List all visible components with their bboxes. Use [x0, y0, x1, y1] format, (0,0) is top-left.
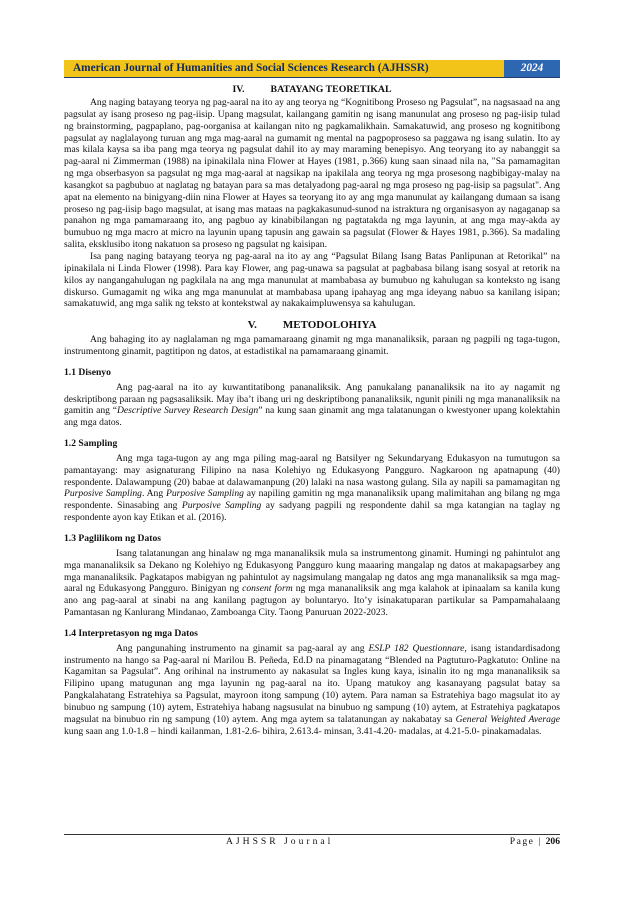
- paragraph: Ang pangunahing instrumento na ginamit sa pag-aaral ay ang ESLP 182 Questionnare, isang istandardisadong instrumento na hango sa Pag-aaral ni Marilou B. Peñeda, Ed.D na pinamagatang “Blended na Pagtuturo-Pagkatuto: Online na Kagamitan sa Pagsulat”. Ang orihinal na instrumento ay nakasulat sa Ingles kung kaya, isinalin ito ng mga mananaliksik sa Filipino upang matugunan ang mga layunin ng pag-aaral na ito. Upang matukoy ang kasanayang pagsulat batay sa Pangkalahatang Estratehiya sa Pagsulat, mayroon itong sampung (10) aytem. Para naman sa Estratehiya bago magsulat ito ay binubuo ng sampung (10) aytem, Estratehiya habang nagsusulat na binubuo ng sampung (10) aytem, at Estratehiya pagkatapos magsulat na binubuo rin ng sampung (10) aytem. Ang mga aytem sa talatanungan ay nakabatay sa General Weighted Average kung saan ang 1.0-1.8 – hindi kailanman, 1.81-2.6- bihira, 2.613.4- minsan, 3.41-4.20- madalas, at 4.21-5.0- pinakamadalas.: [64, 642, 561, 737]
- paragraph: Ang bahaging ito ay naglalaman ng mga pamamaraang ginamit ng mga mananaliksik, paraan ng pagpili ng taga-tugon, instrumentong ginamit, pagtitipon ng datos, at estadistikal na pamamaraang ginamit.: [64, 334, 560, 358]
- emphasis: Purposive Sampling: [64, 488, 142, 500]
- journal-title: American Journal of Humanities and Social Sciences Research (AJHSSR): [64, 60, 504, 77]
- emphasis: Descriptive Survey Research Design: [117, 405, 259, 417]
- emphasis: Purposive Sampling: [181, 500, 262, 512]
- paragraph: Ang pag-aaral na ito ay kuwantitatibong pananaliksik. Ang panukalang pananaliksik na ito ay nagamit ng deskriptibong paraan ng pagsasaliksik. May iba’t ibang uri ng deskriptibong pananaliksik, ngunit pinili ng mga mananaliksik na gamitin ang “Descriptive Survey Research Design” na kung saan ginamit ang mga talatanungan o kwestyoner upang kolektahin ang mga datos.: [64, 381, 561, 429]
- paragraph: Isang talatanungan ang hinalaw ng mga mananaliksik mula sa instrumentong ginamit. Humingi ng pahintulot ang mga mananaliksik sa Dekano ng Kolehiyo ng Edukasyong Pangguro kung maaaring mangalap ng datos at makapagsarbey ang mga mananaliksik. Pagkatapos mabigyan ng pahintulot ay nagsimulang mangalap ng datos ang mga mananaliksik sa mga mag-aaral ng Edukasyong Pangguro. Binigyan ng consent form ng mga mananaliksik ang mga kalahok at ipinaalam sa kanila kung ano ang pag-aaral at sinabi na ang kanilang pagtugon ay boluntaryo. Ito’y isinakatuparan partikular sa Pampamahalaang Pamantasan ng Kanlurang Mindanao, Zamboanga City. Taong Panuruan 2022-2023.: [64, 547, 560, 619]
- paragraph: Ang naging batayang teorya ng pag-aaral na ito ay ang teorya ng “Kognitibong Proseso ng Pagsulat”, na nagsasaad na ang pagsulat ay isang proseso ng pag-iisip. Upang magsulat, kailangang gamitin ng isang manunulat ang proseso ng pag-iisip tulad ng brainstorming, pagpaplano, pag-oorganisa at kailangan nito ng pagkamalikhain. Samakatuwid, ang proseso ng kognitibong pagsulat ay naglalayong turuan ang mga mag-aaral na gumamit ng mental na pagpoproseso sa paggawa ng isang sulatin. Ito ay mas kilala kaysa sa iba pang mga teorya ng pagsulat dahil ito ay may maraming benepisyo. Ang teoryang ito ay nabanggit sa pag-aaral ni Zimmerman (1988) na ipinakilala nina Flower at Hayes (1981, p.366) kung saan sinaad nila na, "Sa pamamagitan ng mga obserbasyon sa pagsulat ng mga mag-aaral at nagsikap na ipakilala ang teorya ng mga prosesong nagbibigay-malay na kasangkot sa pagbubuo at naglatag ng batayan para sa mas detalyadong pag-aaral ng mga proseso ng pag-iisip sa pagsulat". Ang apat na elemento na binigyang-diin nina Flower at Hayes sa teoryang ito ay ang mga manunulat ay kailangang dumaan sa isang proseso ng pag-iisip bago magsulat, at isang mas mataas na pagkakasunud-sunod na istraktura ng organisasyon ay nagaganap sa panahon ng mga pamamaraang ito, ang pagbuo ay kinabibilangan ng pagtatakda ng mga layunin, at ang mga may-akda ay bumubuo ng mga macro at micro na layunin upang tapusin ang gawain sa pagsulat (Flower & Hayes 1981, p.366). Sa madaling salita, eksklusibo itong nakatuon sa proseso ng pagsulat ng kaisipan.: [64, 97, 560, 251]
- page-content: [64, 84, 560, 738]
- paragraph: Ang mga taga-tugon ay ang mga piling mag-aaral ng Batsilyer ng Sekundaryang Edukasyon na tumutugon sa pamantayang: may asignaturang Filipino na nasa Kolehiyo ng Edukasyong Pangguro. Nagkaroon ng apatnapung (40) respondente. Dalawampung (20) babae at dalawamanpung (20) lalaki na nasa wastong gulang. Sila ay napili sa pamamagitan ng Purposive Sampling. Ang Purposive Sampling ay napiling gamitin ng mga mananaliksik upang malimitahan ang bilang ng mga respondente. Sinasabing ang Purposive Sampling ay sadyang pagpili ng respondente dahil sa mga katangian na taglay ng respondente ayon kay Etikan et al. (2016).: [64, 452, 560, 524]
- subsection-heading: 1.4 Interpretasyon ng mga Datos: [64, 627, 198, 639]
- section-title: BATAYANG TEORETIKAL: [270, 84, 392, 95]
- subsection-heading: 1.2 Sampling: [64, 438, 118, 450]
- emphasis: General Weighted Average: [455, 713, 560, 725]
- page-footer: [64, 834, 560, 848]
- emphasis: ESLP 182 Questionnare,: [368, 642, 467, 654]
- journal-year: 2024: [504, 60, 560, 77]
- footer-journal: AJHSSR Journal: [226, 836, 334, 847]
- section-number: IV.: [232, 84, 245, 95]
- section-title: METODOLOHIYA: [282, 319, 377, 332]
- page-number: 206: [545, 836, 560, 847]
- paragraph: Isa pang naging batayang teorya ng pag-aaral na ito ay ang “Pagsulat Bilang Isang Batas Panlipunan at Retorikal” na ipinakilala ni Linda Flower (1998). Para kay Flower, ang pag-unawa sa pagsulat at pagbabasa bilang isang sosyal at retorik na kilos ay nangangahulugan ng pagkilala na ang mga manunulat at mambabasa ay bumubuo ng kahulugan sa konteksto ng isang diskurso. Gumagamit ng wika ang mga manunulat at mambabasa upang ipahayag ang mga ideyang nabuo sa kanilang isipan; samakatuwid, ang mga salik ng teksto at kontekstwal ay nakakaimpluwensya sa kahulugan.: [64, 250, 560, 310]
- section-number: V.: [247, 319, 257, 332]
- section-v-heading: [64, 319, 560, 332]
- page-number-label: Page | 206: [509, 836, 560, 847]
- subsection-heading: 1.3 Paglilikom ng Datos: [64, 533, 162, 544]
- emphasis: consent form: [242, 583, 293, 595]
- section-iv-heading: [64, 84, 560, 96]
- subsection-heading: 1.1 Disenyo: [64, 366, 111, 378]
- emphasis: Purposive Sampling: [165, 488, 244, 500]
- journal-header: [64, 60, 560, 78]
